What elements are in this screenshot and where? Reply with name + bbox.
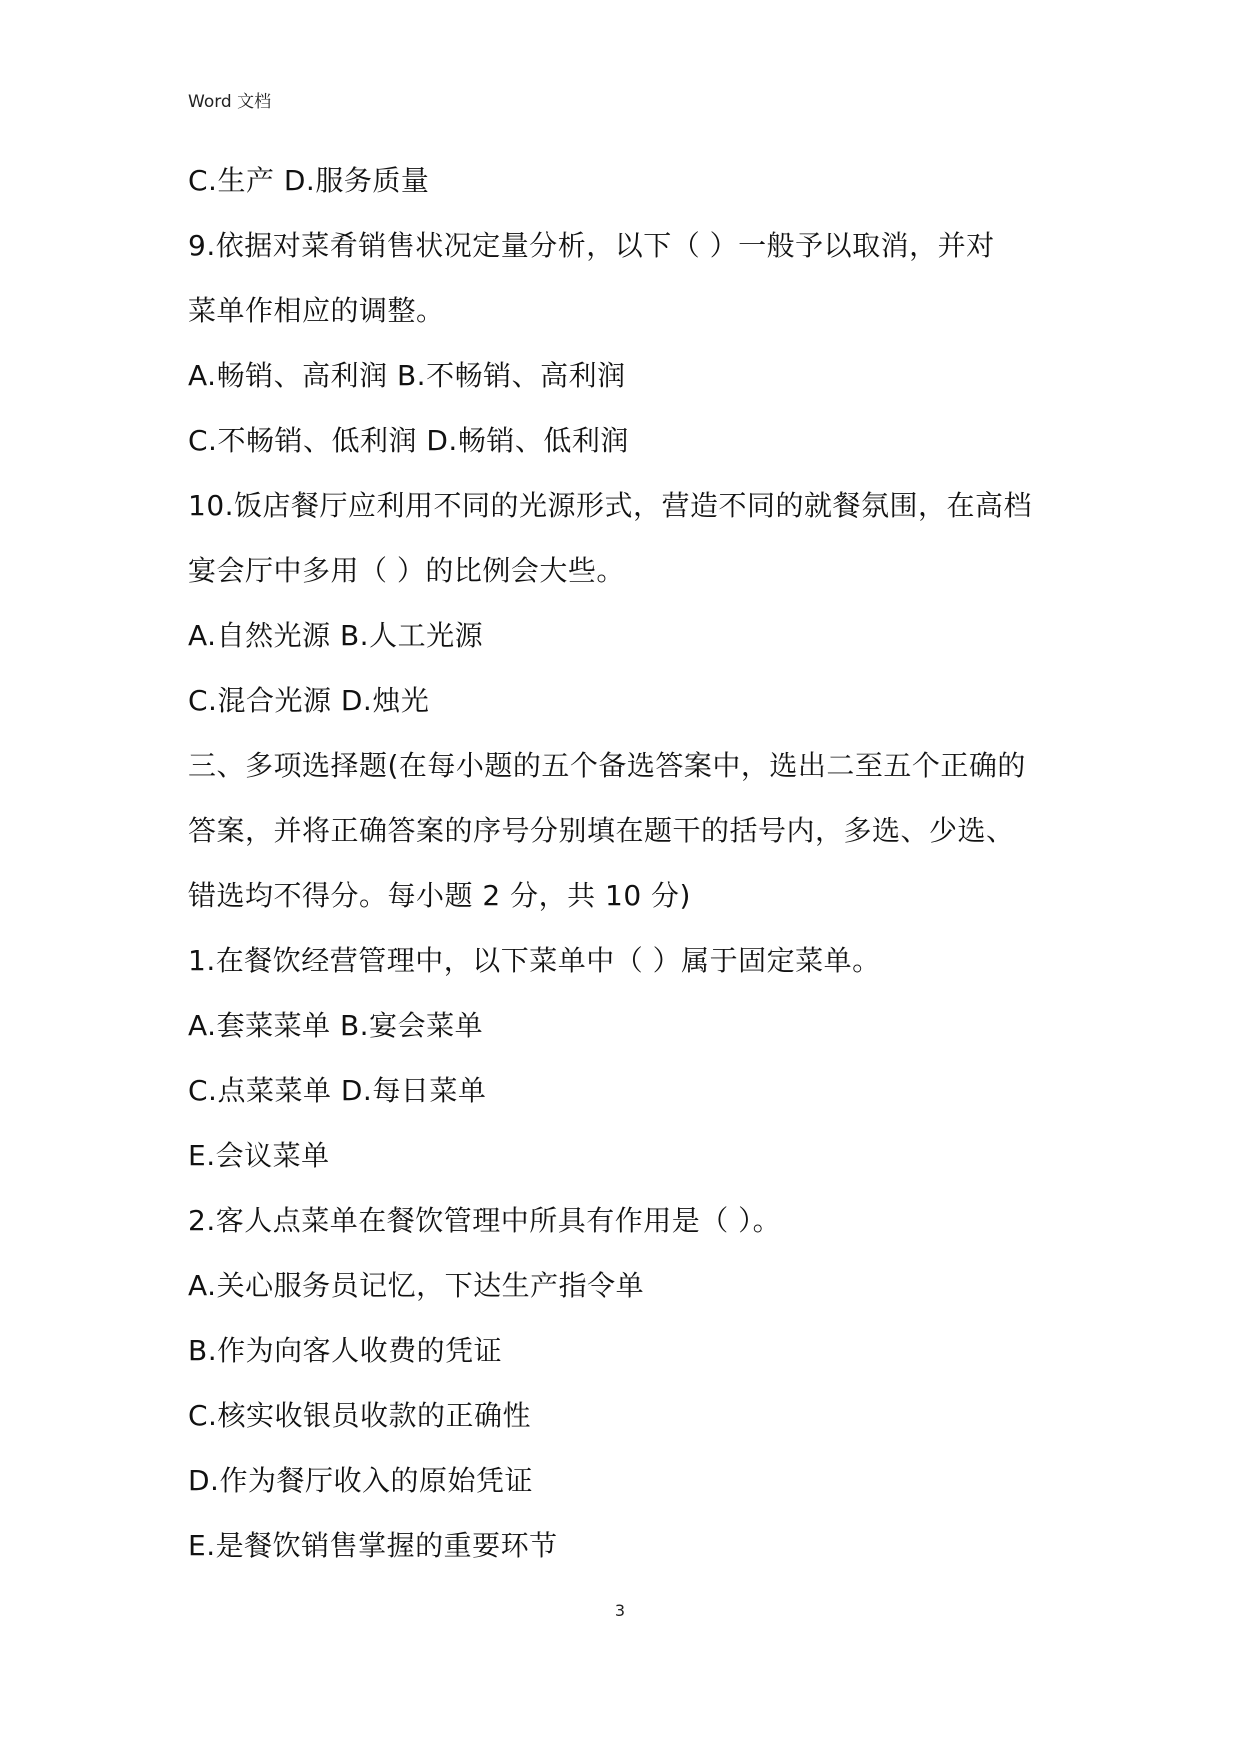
- mc-question-1-options-cd: C.点菜菜单 D.每日菜单: [188, 1074, 487, 1107]
- mc-question-2-option-e: E.是餐饮销售掌握的重要环节: [188, 1529, 558, 1562]
- mc-question-2-option-a: A.关心服务员记忆，下达生产指令单: [188, 1269, 645, 1302]
- mc-question-2-stem: 2.客人点菜单在餐饮管理中所具有作用是（ ）。: [188, 1204, 782, 1237]
- mc-question-1-option-e: E.会议菜单: [188, 1139, 330, 1172]
- mc-question-1-options-ab: A.套菜菜单 B.宴会菜单: [188, 1009, 484, 1042]
- text-line: C.生产 D.服务质量: [188, 164, 430, 197]
- question-10-stem: 10.饭店餐厅应利用不同的光源形式，营造不同的就餐氛围，在高档: [188, 489, 1033, 522]
- mc-question-2-option-b: B.作为向客人收费的凭证: [188, 1334, 503, 1367]
- section-heading-cont: 错选均不得分。每小题 2 分，共 10 分): [188, 879, 691, 912]
- question-9-options-cd: C.不畅销、低利润 D.畅销、低利润: [188, 424, 629, 457]
- text-line: 菜单作相应的调整。: [188, 294, 445, 327]
- document-body: [188, 156, 1068, 1586]
- text-line: 宴会厅中多用（ ）的比例会大些。: [188, 554, 625, 587]
- question-9-options-ab: A.畅销、高利润 B.不畅销、高利润: [188, 359, 626, 392]
- page-header: Word 文档: [188, 92, 272, 112]
- question-10-options-cd: C.混合光源 D.烛光: [188, 684, 430, 717]
- section-heading-cont: 答案，并将正确答案的序号分别填在题干的括号内，多选、少选、: [188, 814, 1015, 847]
- mc-question-1-stem: 1.在餐饮经营管理中，以下菜单中（ ）属于固定菜单。: [188, 944, 881, 977]
- mc-question-2-option-d: D.作为餐厅收入的原始凭证: [188, 1464, 533, 1497]
- question-10-options-ab: A.自然光源 B.人工光源: [188, 619, 484, 652]
- section-heading: 三、多项选择题(在每小题的五个备选答案中，选出二至五个正确的: [188, 749, 1026, 782]
- page-number: 3: [614, 1601, 626, 1620]
- mc-question-2-option-c: C.核实收银员收款的正确性: [188, 1399, 531, 1432]
- question-9-stem: 9.依据对菜肴销售状况定量分析，以下（ ）一般予以取消，并对: [188, 229, 995, 262]
